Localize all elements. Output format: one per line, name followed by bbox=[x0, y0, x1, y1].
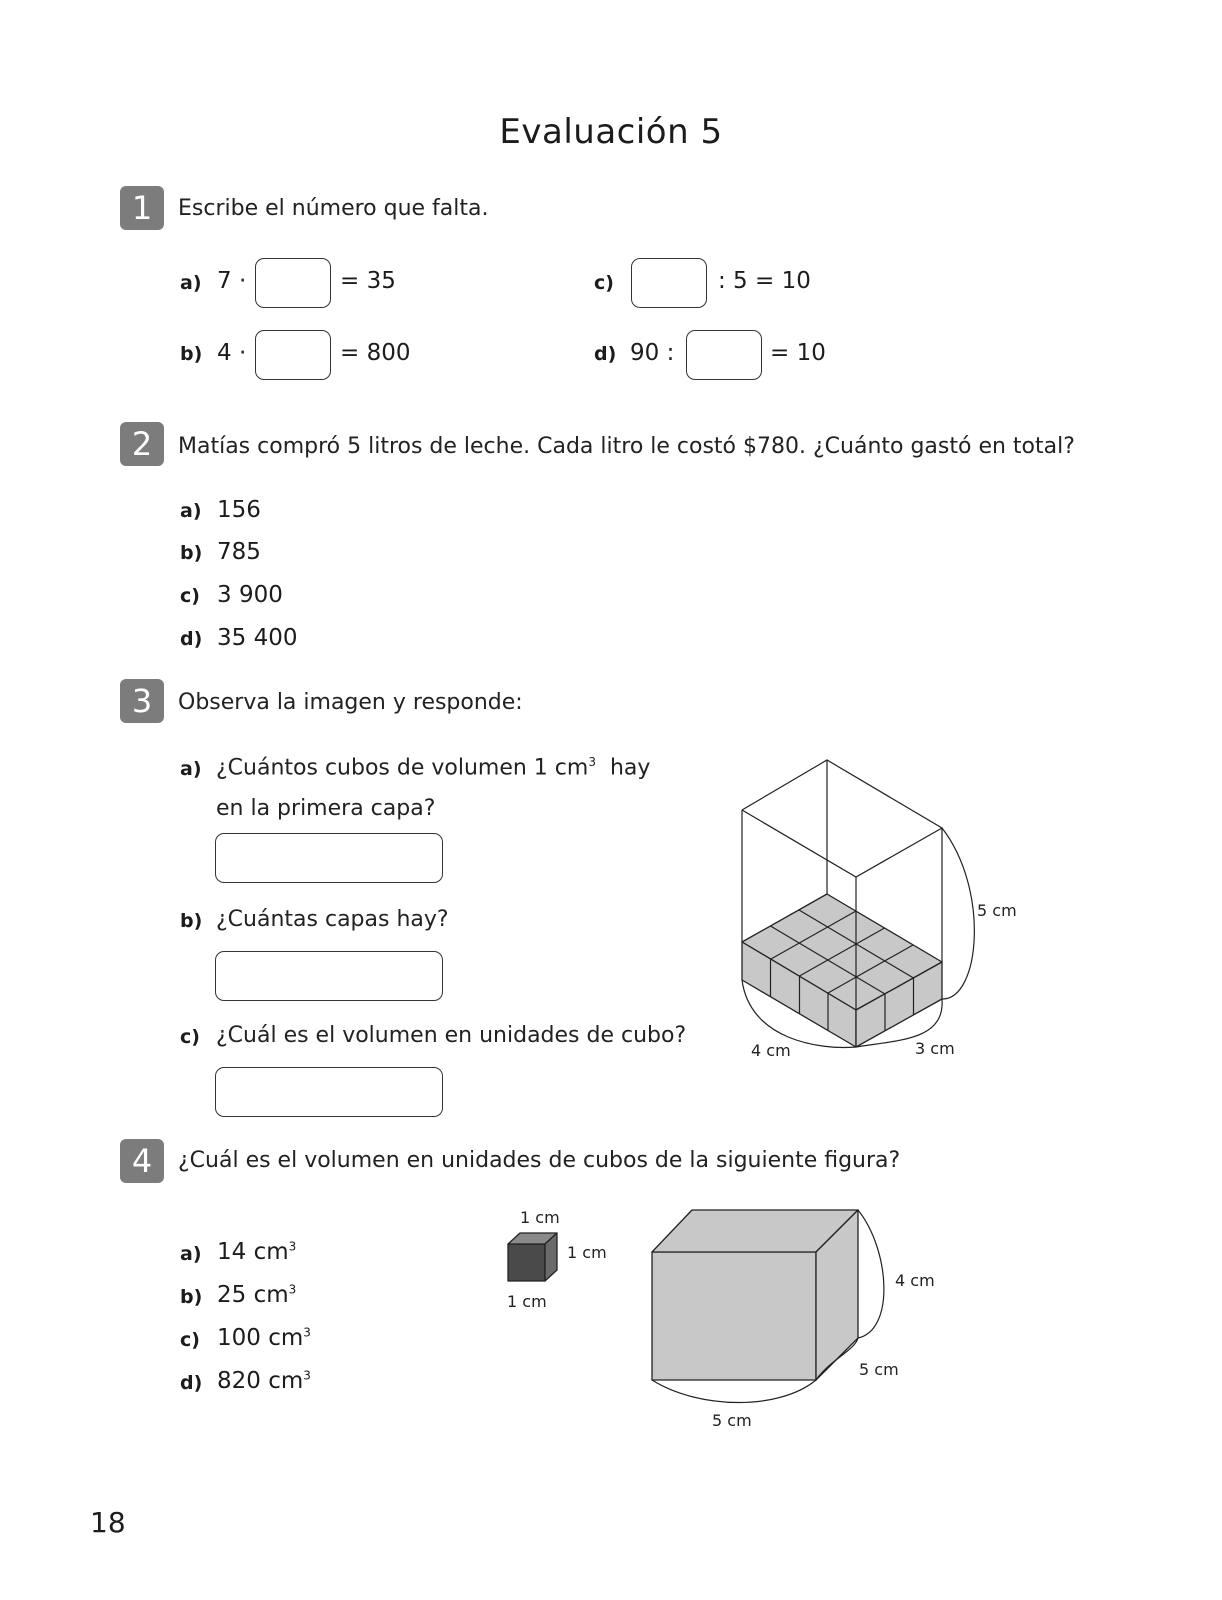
question-number-badge: 4 bbox=[120, 1139, 164, 1183]
q1-c-label: c) bbox=[594, 272, 614, 294]
q4-option-value[interactable]: 25 $cm^3$ bbox=[217, 1282, 297, 1308]
question-4-text: ¿Cuál es el volumen en unidades de cubos de la siguiente figura? bbox=[178, 1148, 901, 1173]
q1-c-right: : 5 = 10 bbox=[718, 268, 811, 294]
q4-option-value[interactable]: 100 $cm^3$ bbox=[217, 1325, 311, 1351]
prism-height-label: 4 cm bbox=[895, 1271, 935, 1290]
q1-b-label: b) bbox=[180, 343, 203, 365]
q4-option-label: c) bbox=[180, 1329, 200, 1351]
q1-d-right: = 10 bbox=[770, 340, 826, 366]
q3-b-answer-box[interactable] bbox=[215, 951, 443, 1001]
q3-a-label: a) bbox=[180, 758, 202, 780]
q3-c-text: ¿Cuál es el volumen en unidades de cubo? bbox=[216, 1023, 687, 1048]
question-3-text: Observa la imagen y responde: bbox=[178, 690, 523, 715]
page-number: 18 bbox=[90, 1506, 126, 1539]
q1-a-answer-box[interactable] bbox=[255, 258, 331, 308]
prism-depth-label: 5 cm bbox=[859, 1360, 899, 1379]
q1-b-answer-box[interactable] bbox=[255, 330, 331, 380]
q4-option-value[interactable]: 820 $cm^3$ bbox=[217, 1368, 311, 1394]
page-title: Evaluación 5 bbox=[499, 112, 723, 152]
q3-b-text: ¿Cuántas capas hay? bbox=[216, 907, 449, 932]
q1-a-label: a) bbox=[180, 272, 202, 294]
q1-d-left: 90 : bbox=[630, 340, 675, 366]
q2-option-label: d) bbox=[180, 628, 203, 650]
figure-depth-label: 3 cm bbox=[915, 1039, 955, 1058]
q1-b-right: = 800 bbox=[340, 340, 411, 366]
rectangular-prism-figure bbox=[640, 1200, 900, 1430]
q1-b-left: 4 · bbox=[217, 340, 247, 366]
q4-option-value[interactable]: 14 $cm^3$ bbox=[217, 1239, 297, 1265]
q3-c-answer-box[interactable] bbox=[215, 1067, 443, 1117]
q4-option-label: b) bbox=[180, 1286, 203, 1308]
q2-option-value[interactable]: 785 bbox=[217, 539, 261, 565]
question-number-badge: 1 bbox=[120, 186, 164, 230]
unit-cube-bottom-label: 1 cm bbox=[507, 1292, 547, 1311]
q2-option-label: a) bbox=[180, 500, 202, 522]
question-number-badge: 3 bbox=[120, 679, 164, 723]
unit-cube-top-label: 1 cm bbox=[520, 1208, 560, 1227]
q1-a-right: = 35 bbox=[340, 268, 396, 294]
unit-cube-side-label: 1 cm bbox=[567, 1243, 607, 1262]
prism-width-label: 5 cm bbox=[712, 1411, 752, 1430]
q3-a-line1: ¿Cuántos cubos de volumen 1 $cm^3$ hay bbox=[216, 755, 651, 781]
q1-d-answer-box[interactable] bbox=[686, 330, 762, 380]
q4-option-label: a) bbox=[180, 1243, 202, 1265]
figure-height-label: 5 cm bbox=[977, 901, 1017, 920]
q1-c-answer-box[interactable] bbox=[631, 258, 707, 308]
q2-option-label: c) bbox=[180, 585, 200, 607]
q2-option-value[interactable]: 35 400 bbox=[217, 625, 298, 651]
q3-b-label: b) bbox=[180, 910, 203, 932]
q2-option-label: b) bbox=[180, 542, 203, 564]
q2-option-value[interactable]: 156 bbox=[217, 497, 261, 523]
prism-front-face bbox=[652, 1252, 816, 1380]
q2-option-value[interactable]: 3 900 bbox=[217, 582, 283, 608]
figure-width-label: 4 cm bbox=[751, 1041, 791, 1060]
question-number-badge: 2 bbox=[120, 422, 164, 466]
q4-option-label: d) bbox=[180, 1372, 203, 1394]
q3-a-answer-box[interactable] bbox=[215, 833, 443, 883]
q1-a-left: 7 · bbox=[217, 268, 247, 294]
question-2-text: Matías compró 5 litros de leche. Cada litro le costó $780. ¿Cuánto gastó en total? bbox=[178, 434, 1075, 459]
q3-a-line2: en la primera capa? bbox=[216, 796, 436, 821]
q3-c-label: c) bbox=[180, 1026, 200, 1048]
unit-cube-figure bbox=[500, 1228, 570, 1290]
question-1-text: Escribe el número que falta. bbox=[178, 196, 489, 221]
q1-d-label: d) bbox=[594, 343, 617, 365]
